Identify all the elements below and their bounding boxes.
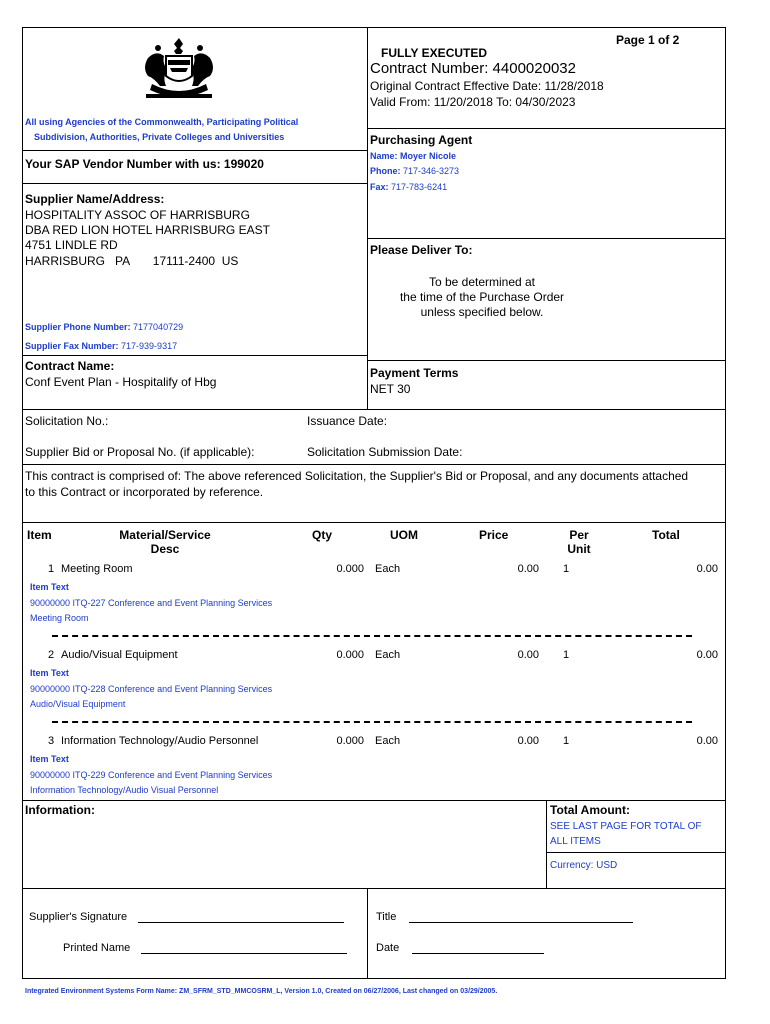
total-note-1: SEE LAST PAGE FOR TOTAL OF bbox=[550, 821, 702, 832]
deliver-line-1: To be determined at bbox=[428, 275, 536, 289]
item-2-qty: 0.000 bbox=[336, 649, 364, 661]
agent-fax-value: 717-783-6241 bbox=[391, 182, 448, 192]
supplier-phone-label: Supplier Phone Number: bbox=[25, 322, 131, 332]
supplier-fax bbox=[25, 341, 177, 351]
item-2-number: 2 bbox=[48, 649, 55, 661]
comprised-line-2: to this Contract or incorporated by reference. bbox=[25, 485, 264, 499]
col-uom: UOM bbox=[390, 528, 418, 542]
item-1-text-label: Item Text bbox=[30, 582, 69, 592]
solicitation-no: Solicitation No.: bbox=[25, 414, 109, 428]
col-per-line-2: Unit bbox=[567, 542, 591, 556]
item-3-price: 0.00 bbox=[517, 735, 539, 747]
item-3-total: 0.00 bbox=[696, 735, 718, 747]
item-2-price: 0.00 bbox=[517, 649, 539, 661]
supplier-label: Supplier Name/Address: bbox=[25, 192, 165, 206]
comprised-line-1: This contract is comprised of: The above referenced Solicitation, the Supplier's Bid or Proposal, and any documents attached bbox=[25, 469, 689, 483]
item-2-text-2: Audio/Visual Equipment bbox=[30, 699, 126, 709]
form-footer: Integrated Environment Systems Form Name: ZM_SFRM_STD_MMCOSRM_L, Version 1.0, Created on 06/27/2006, Last changed on 03/29/2005. bbox=[25, 988, 498, 995]
item-1-desc: Meeting Room bbox=[61, 563, 133, 575]
item-separator bbox=[52, 721, 692, 723]
supplier-address-3: 4751 LINDLE RD bbox=[25, 238, 118, 252]
item-3-text-1: 90000000 ITQ-229 Conference and Event Planning Services bbox=[30, 770, 273, 780]
date-field[interactable] bbox=[376, 942, 544, 954]
item-1-qty: 0.000 bbox=[336, 563, 364, 575]
agent-fax bbox=[370, 182, 447, 192]
purchasing-agent-title: Purchasing Agent bbox=[370, 133, 473, 147]
supplier-address-1: HOSPITALITY ASSOC OF HARRISBURG bbox=[25, 208, 250, 222]
supplier-signature-label: Supplier's Signature bbox=[29, 911, 128, 923]
item-3-qty: 0.000 bbox=[336, 735, 364, 747]
item-3-per: 1 bbox=[563, 735, 570, 747]
payment-terms-value: NET 30 bbox=[370, 382, 411, 396]
item-1-number: 1 bbox=[48, 563, 55, 575]
item-2-per: 1 bbox=[563, 649, 570, 661]
item-2-uom: Each bbox=[375, 649, 401, 661]
agencies-line-1: All using Agencies of the Commonwealth, Participating Political bbox=[25, 117, 299, 127]
printed-name-field[interactable] bbox=[63, 942, 347, 954]
col-qty: Qty bbox=[312, 528, 333, 542]
item-2-desc: Audio/Visual Equipment bbox=[61, 649, 178, 661]
sap-vendor-number: Your SAP Vendor Number with us: 199020 bbox=[25, 157, 264, 171]
currency: Currency: USD bbox=[550, 860, 618, 871]
date-label: Date bbox=[376, 942, 400, 954]
item-1-text-1: 90000000 ITQ-227 Conference and Event Planning Services bbox=[30, 598, 273, 608]
col-desc bbox=[100, 528, 230, 556]
col-per-line-1: Per bbox=[569, 528, 589, 542]
payment-terms-label: Payment Terms bbox=[370, 366, 459, 380]
total-note-2: ALL ITEMS bbox=[550, 836, 601, 847]
issuance-date: Issuance Date: bbox=[307, 414, 388, 428]
contract-name-label: Contract Name: bbox=[25, 359, 115, 373]
item-1-uom: Each bbox=[375, 563, 401, 575]
item-3-text-2: Information Technology/Audio Visual Personnel bbox=[30, 785, 219, 795]
col-desc-line-2: Desc bbox=[150, 542, 180, 556]
item-1-text-2: Meeting Room bbox=[30, 613, 89, 623]
title-label: Title bbox=[376, 911, 397, 923]
supplier-signature-field[interactable] bbox=[29, 911, 344, 923]
col-total: Total bbox=[652, 528, 680, 542]
total-amount-label: Total Amount: bbox=[550, 803, 630, 817]
agent-phone-label: Phone: bbox=[370, 166, 401, 176]
item-2-text-1: 90000000 ITQ-228 Conference and Event Planning Services bbox=[30, 684, 273, 694]
col-per-unit bbox=[555, 528, 603, 556]
effective-date: Original Contract Effective Date: 11/28/2018 bbox=[370, 79, 604, 93]
supplier-phone-value: 7177040729 bbox=[133, 322, 184, 332]
agencies-line-2: Subdivision, Authorities, Private Colleges and Universities bbox=[34, 132, 285, 142]
item-3-uom: Each bbox=[375, 735, 401, 747]
deliver-line-3: unless specified below. bbox=[420, 305, 544, 319]
contract-number: Contract Number: 4400020032 bbox=[370, 60, 576, 77]
item-2-text-label: Item Text bbox=[30, 668, 69, 678]
supplier-address-4: HARRISBURG PA 17111-2400 US bbox=[25, 254, 239, 268]
agent-phone-value: 717-346-3273 bbox=[403, 166, 460, 176]
col-price: Price bbox=[479, 528, 509, 542]
agent-fax-label: Fax: bbox=[370, 182, 389, 192]
supplier-address-2: DBA RED LION HOTEL HARRISBURG EAST bbox=[25, 223, 270, 237]
col-desc-line-1: Material/Service bbox=[119, 528, 211, 542]
item-separator bbox=[52, 635, 692, 637]
supplier-phone bbox=[25, 322, 183, 332]
item-2-total: 0.00 bbox=[696, 649, 718, 661]
supplier-fax-label: Supplier Fax Number: bbox=[25, 341, 119, 351]
contract-name-value: Conf Event Plan - Hospitalify of Hbg bbox=[25, 375, 217, 389]
title-field[interactable] bbox=[376, 911, 633, 923]
page-indicator: Page 1 of 2 bbox=[616, 33, 680, 47]
item-1-total: 0.00 bbox=[696, 563, 718, 575]
agent-name: Name: Moyer Nicole bbox=[370, 151, 457, 161]
printed-name-label: Printed Name bbox=[63, 942, 131, 954]
valid-dates: Valid From: 11/20/2018 To: 04/30/2023 bbox=[370, 95, 576, 109]
information-label: Information: bbox=[25, 803, 95, 817]
deliver-line-2: the time of the Purchase Order bbox=[399, 290, 565, 304]
commonwealth-seal-icon bbox=[138, 36, 220, 102]
supplier-fax-value: 717-939-9317 bbox=[121, 341, 178, 351]
col-item: Item bbox=[27, 528, 52, 542]
item-1-price: 0.00 bbox=[517, 563, 539, 575]
item-3-number: 3 bbox=[48, 735, 55, 747]
submission-date: Solicitation Submission Date: bbox=[307, 445, 463, 459]
status-label: FULLY EXECUTED bbox=[381, 46, 488, 60]
supplier-bid-no: Supplier Bid or Proposal No. (if applicable): bbox=[25, 445, 255, 459]
agent-phone bbox=[370, 166, 459, 176]
item-3-text-label: Item Text bbox=[30, 754, 69, 764]
deliver-to-title: Please Deliver To: bbox=[370, 243, 473, 257]
item-3-desc: Information Technology/Audio Personnel bbox=[61, 735, 259, 747]
item-1-per: 1 bbox=[563, 563, 570, 575]
